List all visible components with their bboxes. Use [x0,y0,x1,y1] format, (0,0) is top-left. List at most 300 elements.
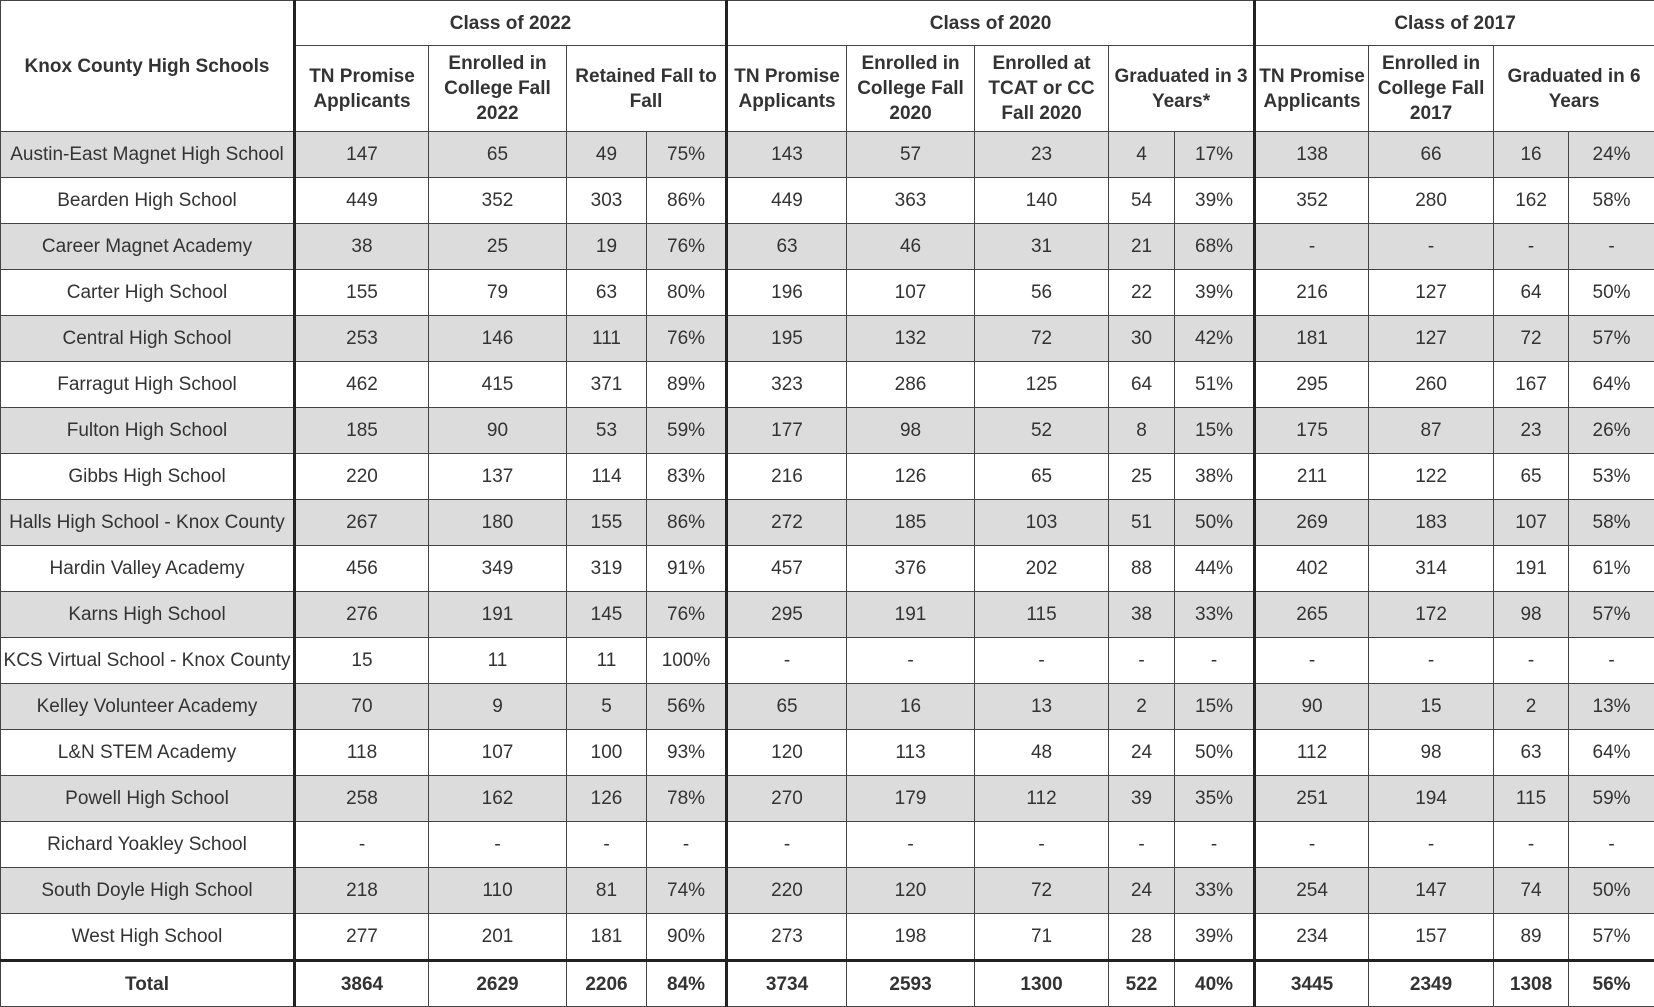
value-cell: 44% [1175,546,1255,592]
value-cell: 126 [567,776,647,822]
group-header-class-2022: Class of 2022 [295,1,727,46]
value-cell: - [429,822,567,868]
value-cell: 38% [1175,454,1255,500]
value-cell: 91% [647,546,727,592]
value-cell: 162 [1494,178,1569,224]
value-cell: 112 [975,776,1109,822]
value-cell: 38 [295,224,429,270]
school-name-cell: Fulton High School [1,408,295,454]
value-cell: 162 [429,776,567,822]
value-cell: 64 [1494,270,1569,316]
value-cell: - [1255,638,1369,684]
value-cell: 110 [429,868,567,914]
total-cell: 40% [1175,961,1255,1007]
value-cell: 65 [975,454,1109,500]
value-cell: - [1569,822,1654,868]
value-cell: 201 [429,914,567,961]
value-cell: 64 [1109,362,1175,408]
value-cell: 143 [727,132,847,178]
value-cell: 39% [1175,178,1255,224]
value-cell: 179 [847,776,975,822]
value-cell: 72 [975,316,1109,362]
value-cell: 31 [975,224,1109,270]
value-cell: 100% [647,638,727,684]
value-cell: 272 [727,500,847,546]
value-cell: 132 [847,316,975,362]
value-cell: 155 [567,500,647,546]
value-cell: 25 [1109,454,1175,500]
value-cell: - [727,822,847,868]
value-cell: - [847,638,975,684]
value-cell: 63 [727,224,847,270]
value-cell: 63 [567,270,647,316]
value-cell: 402 [1255,546,1369,592]
value-cell: 371 [567,362,647,408]
table-row [1,822,1654,868]
value-cell: 352 [429,178,567,224]
header-c20-applicants: TN Promise Applicants [727,46,847,132]
value-cell: 11 [567,638,647,684]
value-cell: 63 [1494,730,1569,776]
value-cell: 157 [1369,914,1494,961]
value-cell: 191 [847,592,975,638]
value-cell: 58% [1569,178,1654,224]
school-name-cell: Bearden High School [1,178,295,224]
value-cell: 39% [1175,270,1255,316]
value-cell: 57% [1569,316,1654,362]
value-cell: 26% [1569,408,1654,454]
value-cell: 98 [1369,730,1494,776]
value-cell: 13% [1569,684,1654,730]
value-cell: 120 [847,868,975,914]
value-cell: 216 [727,454,847,500]
value-cell: 457 [727,546,847,592]
value-cell: 28 [1109,914,1175,961]
value-cell: 138 [1255,132,1369,178]
value-cell: 9 [429,684,567,730]
value-cell: 107 [429,730,567,776]
value-cell: 23 [975,132,1109,178]
value-cell: - [975,822,1109,868]
value-cell: 218 [295,868,429,914]
value-cell: 103 [975,500,1109,546]
school-name-cell: Central High School [1,316,295,362]
value-cell: 180 [429,500,567,546]
value-cell: 113 [847,730,975,776]
school-name-cell: Richard Yoakley School [1,822,295,868]
value-cell: 19 [567,224,647,270]
value-cell: 363 [847,178,975,224]
value-cell: 90% [647,914,727,961]
value-cell: 88 [1109,546,1175,592]
value-cell: 147 [1369,868,1494,914]
value-cell: 46 [847,224,975,270]
value-cell: 258 [295,776,429,822]
header-c22-applicants: TN Promise Applicants [295,46,429,132]
value-cell: 220 [295,454,429,500]
value-cell: 112 [1255,730,1369,776]
value-cell: 415 [429,362,567,408]
value-cell: 100 [567,730,647,776]
value-cell: 72 [975,868,1109,914]
value-cell: 167 [1494,362,1569,408]
value-cell: - [1175,822,1255,868]
value-cell: - [1569,638,1654,684]
value-cell: 286 [847,362,975,408]
total-label: Total [1,961,295,1007]
value-cell: 280 [1369,178,1494,224]
value-cell: 54 [1109,178,1175,224]
value-cell: - [1109,638,1175,684]
header-c22-retained: Retained Fall to Fall [567,46,727,132]
value-cell: 24 [1109,730,1175,776]
value-cell: - [975,638,1109,684]
value-cell: 265 [1255,592,1369,638]
value-cell: 462 [295,362,429,408]
value-cell: 16 [847,684,975,730]
value-cell: 267 [295,500,429,546]
table-row [1,868,1654,914]
value-cell: 145 [567,592,647,638]
school-name-cell: Career Magnet Academy [1,224,295,270]
value-cell: 183 [1369,500,1494,546]
total-cell: 1300 [975,961,1109,1007]
school-name-cell: L&N STEM Academy [1,730,295,776]
value-cell: - [647,822,727,868]
value-cell: - [1255,822,1369,868]
value-cell: 196 [727,270,847,316]
value-cell: - [1494,638,1569,684]
value-cell: 107 [847,270,975,316]
value-cell: - [1175,638,1255,684]
value-cell: 72 [1494,316,1569,362]
value-cell: 23 [1494,408,1569,454]
value-cell: 83% [647,454,727,500]
table-row [1,132,1654,178]
value-cell: 25 [429,224,567,270]
value-cell: 376 [847,546,975,592]
value-cell: 64% [1569,362,1654,408]
value-cell: 15 [1369,684,1494,730]
value-cell: 172 [1369,592,1494,638]
value-cell: 118 [295,730,429,776]
value-cell: 86% [647,500,727,546]
value-cell: 33% [1175,868,1255,914]
value-cell: 42% [1175,316,1255,362]
value-cell: - [1569,224,1654,270]
school-name-cell: West High School [1,914,295,961]
value-cell: 127 [1369,316,1494,362]
total-cell: 3445 [1255,961,1369,1007]
school-name-cell: Halls High School - Knox County [1,500,295,546]
value-cell: - [1494,224,1569,270]
value-cell: 126 [847,454,975,500]
value-cell: 79 [429,270,567,316]
value-cell: 66 [1369,132,1494,178]
value-cell: 74 [1494,868,1569,914]
value-cell: 39% [1175,914,1255,961]
total-cell: 522 [1109,961,1175,1007]
value-cell: 251 [1255,776,1369,822]
school-name-cell: Karns High School [1,592,295,638]
school-name-cell: Gibbs High School [1,454,295,500]
value-cell: 64% [1569,730,1654,776]
value-cell: 111 [567,316,647,362]
value-cell: 319 [567,546,647,592]
value-cell: 198 [847,914,975,961]
value-cell: 276 [295,592,429,638]
value-cell: 50% [1569,270,1654,316]
header-c22-enrolled: Enrolled in College Fall 2022 [429,46,567,132]
header-c17-enrolled: Enrolled in College Fall 2017 [1369,46,1494,132]
group-header-row [1,1,1654,46]
value-cell: 65 [1494,454,1569,500]
value-cell: 89 [1494,914,1569,961]
total-row [1,961,1654,1007]
value-cell: 76% [647,592,727,638]
total-cell: 2349 [1369,961,1494,1007]
value-cell: 13 [975,684,1109,730]
value-cell: 5 [567,684,647,730]
value-cell: - [295,822,429,868]
value-cell: 53% [1569,454,1654,500]
value-cell: - [847,822,975,868]
table-row [1,914,1654,961]
table-row [1,224,1654,270]
value-cell: - [1369,822,1494,868]
value-cell: 191 [1494,546,1569,592]
total-cell: 1308 [1494,961,1569,1007]
value-cell: 273 [727,914,847,961]
value-cell: 456 [295,546,429,592]
value-cell: 59% [1569,776,1654,822]
value-cell: 80% [647,270,727,316]
value-cell: 194 [1369,776,1494,822]
value-cell: 71 [975,914,1109,961]
value-cell: 65 [429,132,567,178]
value-cell: 270 [727,776,847,822]
value-cell: 61% [1569,546,1654,592]
value-cell: 253 [295,316,429,362]
value-cell: 24% [1569,132,1654,178]
value-cell: 295 [1255,362,1369,408]
value-cell: 115 [1494,776,1569,822]
table-row [1,408,1654,454]
value-cell: 53 [567,408,647,454]
value-cell: 35% [1175,776,1255,822]
school-name-cell: KCS Virtual School - Knox County [1,638,295,684]
value-cell: 15 [295,638,429,684]
value-cell: 16 [1494,132,1569,178]
school-name-cell: South Doyle High School [1,868,295,914]
table-row [1,730,1654,776]
school-name-cell: Farragut High School [1,362,295,408]
value-cell: 185 [847,500,975,546]
value-cell: 70 [295,684,429,730]
school-name-cell: Carter High School [1,270,295,316]
total-cell: 2206 [567,961,647,1007]
value-cell: 191 [429,592,567,638]
value-cell: 295 [727,592,847,638]
value-cell: 21 [1109,224,1175,270]
total-cell: 2593 [847,961,975,1007]
value-cell: 33% [1175,592,1255,638]
value-cell: 30 [1109,316,1175,362]
group-header-class-2020: Class of 2020 [727,1,1255,46]
value-cell: 147 [295,132,429,178]
total-cell: 56% [1569,961,1654,1007]
value-cell: 15% [1175,684,1255,730]
value-cell: 52 [975,408,1109,454]
value-cell: 202 [975,546,1109,592]
value-cell: 76% [647,316,727,362]
header-c17-applicants: TN Promise Applicants [1255,46,1369,132]
school-name-cell: Austin-East Magnet High School [1,132,295,178]
value-cell: 78% [647,776,727,822]
value-cell: 17% [1175,132,1255,178]
value-cell: 76% [647,224,727,270]
value-cell: 93% [647,730,727,776]
value-cell: 349 [429,546,567,592]
value-cell: 51 [1109,500,1175,546]
value-cell: 185 [295,408,429,454]
value-cell: - [727,638,847,684]
value-cell: - [1369,224,1494,270]
total-cell: 3734 [727,961,847,1007]
value-cell: 90 [429,408,567,454]
value-cell: 155 [295,270,429,316]
value-cell: 59% [647,408,727,454]
school-name-cell: Powell High School [1,776,295,822]
value-cell: 260 [1369,362,1494,408]
table-row [1,178,1654,224]
value-cell: 49 [567,132,647,178]
value-cell: 211 [1255,454,1369,500]
value-cell: 220 [727,868,847,914]
total-cell: 84% [647,961,727,1007]
total-cell: 3864 [295,961,429,1007]
value-cell: 277 [295,914,429,961]
value-cell: 15% [1175,408,1255,454]
value-cell: 177 [727,408,847,454]
table-row [1,362,1654,408]
value-cell: - [1109,822,1175,868]
value-cell: 39 [1109,776,1175,822]
table-row [1,546,1654,592]
value-cell: 323 [727,362,847,408]
value-cell: - [567,822,647,868]
value-cell: 57% [1569,592,1654,638]
value-cell: 24 [1109,868,1175,914]
value-cell: 175 [1255,408,1369,454]
value-cell: 114 [567,454,647,500]
value-cell: 65 [727,684,847,730]
value-cell: 303 [567,178,647,224]
value-cell: 51% [1175,362,1255,408]
value-cell: 11 [429,638,567,684]
value-cell: 50% [1569,868,1654,914]
value-cell: 115 [975,592,1109,638]
value-cell: 254 [1255,868,1369,914]
value-cell: 127 [1369,270,1494,316]
value-cell: 56 [975,270,1109,316]
school-name-cell: Hardin Valley Academy [1,546,295,592]
value-cell: - [1255,224,1369,270]
value-cell: 56% [647,684,727,730]
value-cell: 98 [1494,592,1569,638]
table-row [1,776,1654,822]
table-row [1,592,1654,638]
value-cell: 68% [1175,224,1255,270]
table-row [1,638,1654,684]
value-cell: 90 [1255,684,1369,730]
header-c20-enrolled: Enrolled in College Fall 2020 [847,46,975,132]
value-cell: 125 [975,362,1109,408]
value-cell: - [1494,822,1569,868]
table-row [1,270,1654,316]
value-cell: 74% [647,868,727,914]
value-cell: 449 [727,178,847,224]
value-cell: 107 [1494,500,1569,546]
school-name-cell: Kelley Volunteer Academy [1,684,295,730]
table-row [1,500,1654,546]
group-header-class-2017: Class of 2017 [1255,1,1654,46]
table-row [1,684,1654,730]
value-cell: 269 [1255,500,1369,546]
value-cell: 122 [1369,454,1494,500]
value-cell: 50% [1175,500,1255,546]
value-cell: 146 [429,316,567,362]
value-cell: 137 [429,454,567,500]
value-cell: 8 [1109,408,1175,454]
value-cell: 234 [1255,914,1369,961]
value-cell: 22 [1109,270,1175,316]
table-row [1,316,1654,362]
value-cell: 2 [1494,684,1569,730]
value-cell: 75% [647,132,727,178]
value-cell: 50% [1175,730,1255,776]
header-c17-grad: Graduated in 6 Years [1494,46,1654,132]
value-cell: 352 [1255,178,1369,224]
value-cell: 89% [647,362,727,408]
value-cell: 2 [1109,684,1175,730]
value-cell: 195 [727,316,847,362]
table-body [1,132,1654,961]
value-cell: 4 [1109,132,1175,178]
value-cell: 58% [1569,500,1654,546]
header-c20-grad: Graduated in 3 Years* [1109,46,1255,132]
total-cell: 2629 [429,961,567,1007]
value-cell: 48 [975,730,1109,776]
school-column-header: Knox County High Schools [1,1,295,132]
value-cell: 449 [295,178,429,224]
value-cell: - [1369,638,1494,684]
value-cell: 181 [1255,316,1369,362]
value-cell: 86% [647,178,727,224]
value-cell: 120 [727,730,847,776]
value-cell: 81 [567,868,647,914]
value-cell: 57% [1569,914,1654,961]
value-cell: 216 [1255,270,1369,316]
value-cell: 140 [975,178,1109,224]
value-cell: 98 [847,408,975,454]
value-cell: 38 [1109,592,1175,638]
header-c20-tcat: Enrolled at TCAT or CC Fall 2020 [975,46,1109,132]
value-cell: 57 [847,132,975,178]
table-row [1,454,1654,500]
value-cell: 87 [1369,408,1494,454]
value-cell: 181 [567,914,647,961]
